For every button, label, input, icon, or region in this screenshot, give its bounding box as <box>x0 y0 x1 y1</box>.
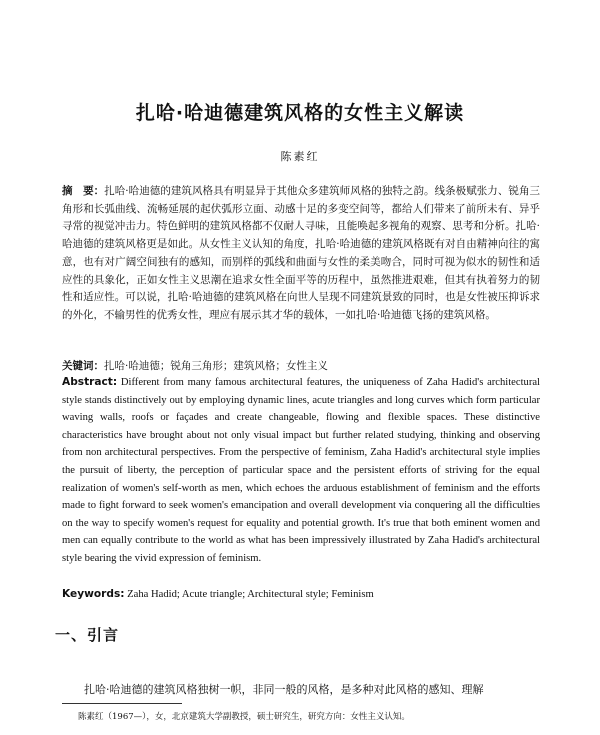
keywords-en-label: Keywords: <box>62 588 125 600</box>
keywords-cn-label: 关键词： <box>62 360 104 372</box>
footnote-divider <box>62 703 182 704</box>
body-paragraph: 扎哈·哈迪德的建筑风格独树一帜，非同一般的风格，是多种对此风格的感知、理解 <box>84 683 484 696</box>
paper-title: 扎哈·哈迪德建筑风格的女性主义解读 <box>135 102 465 124</box>
keywords-en-text: Zaha Hadid; Acute triangle; Architectural style; Feminism <box>124 589 374 600</box>
keywords-en <box>62 586 540 603</box>
abstract-cn <box>62 183 540 325</box>
abstract-en <box>62 374 540 568</box>
keywords-cn-text: 扎哈·哈迪德；锐角三角形；建筑风格；女性主义 <box>104 360 328 372</box>
abstract-en-text: Different from many famous architectural features, the uniqueness of Zaha Hadid's architectural style stands distinctively out by employing dynamic lines, acute triangles and long curves which form particular waving walls, roofs or façades and create changeable, flowing and flexible spaces. These distinctive characteristics have brought about not only visual impact but further related studying, thinking and observing from non architectural perspectives. From the perspective of feminism, Zaha Hadid's architectural style implies the pursuit of liberty, the perception of particular space and the persistent efforts of striving for the equal realization of women's self-worth as men, which echoes the arduous establishment of feminism and the efforts made to fight forward to seek women's emancipation and overall development via conquering all the difficulties on the way to specify women's request for equality and potential growth. It's true that both eminent women and men can equally contribute to the world as what has been impressively illustrated by Zaha Hadid's architectural style bearing the vivid expression of feminism. <box>62 377 540 564</box>
author-name: 陈素红 <box>280 150 320 163</box>
author-footnote: 陈素红（1967—），女，北京建筑大学副教授，硕士研究生，研究方向：女性主义认知。 <box>78 712 410 722</box>
keywords-cn <box>62 358 540 375</box>
abstract-en-label: Abstract: <box>62 376 118 388</box>
abstract-cn-text: 扎哈·哈迪德的建筑风格具有明显异于其他众多建筑师风格的独特之韵。线条极赋张力、锐角三角形和长弧曲线、流畅延展的起伏弧形立面、动感十足的多变空间等，都给人们带来了前所未有、异乎寻常的视觉冲击力。特色鲜明的建筑风格都不仅耐人寻味，且能唤起多视角的观察、思考和分析。扎哈·哈迪德的建筑风格更是如此。从女性主义认知的角度，扎哈·哈迪德的建筑风格既有对自由精神向往的寓意，也有对广阔空间独有的感知，而别样的弧线和曲面与女性的柔美吻合，同时可视为似水的韧性和适应性的具象化，正如女性主义思潮在追求女性全面平等的历程中，虽然推进艰难，但其有执着努力的韧性和适应性。可以说，扎哈·哈迪德的建筑风格在向世人呈现不同建筑景致的同时，也是女性被压抑诉求的外化，不输男性的优秀女性，理应有展示其才华的载体，一如扎哈·哈迪德飞扬的建筑风格。 <box>62 185 541 321</box>
section-heading-introduction: 一、引言 <box>55 626 120 644</box>
abstract-cn-label: 摘 要： <box>62 185 105 197</box>
